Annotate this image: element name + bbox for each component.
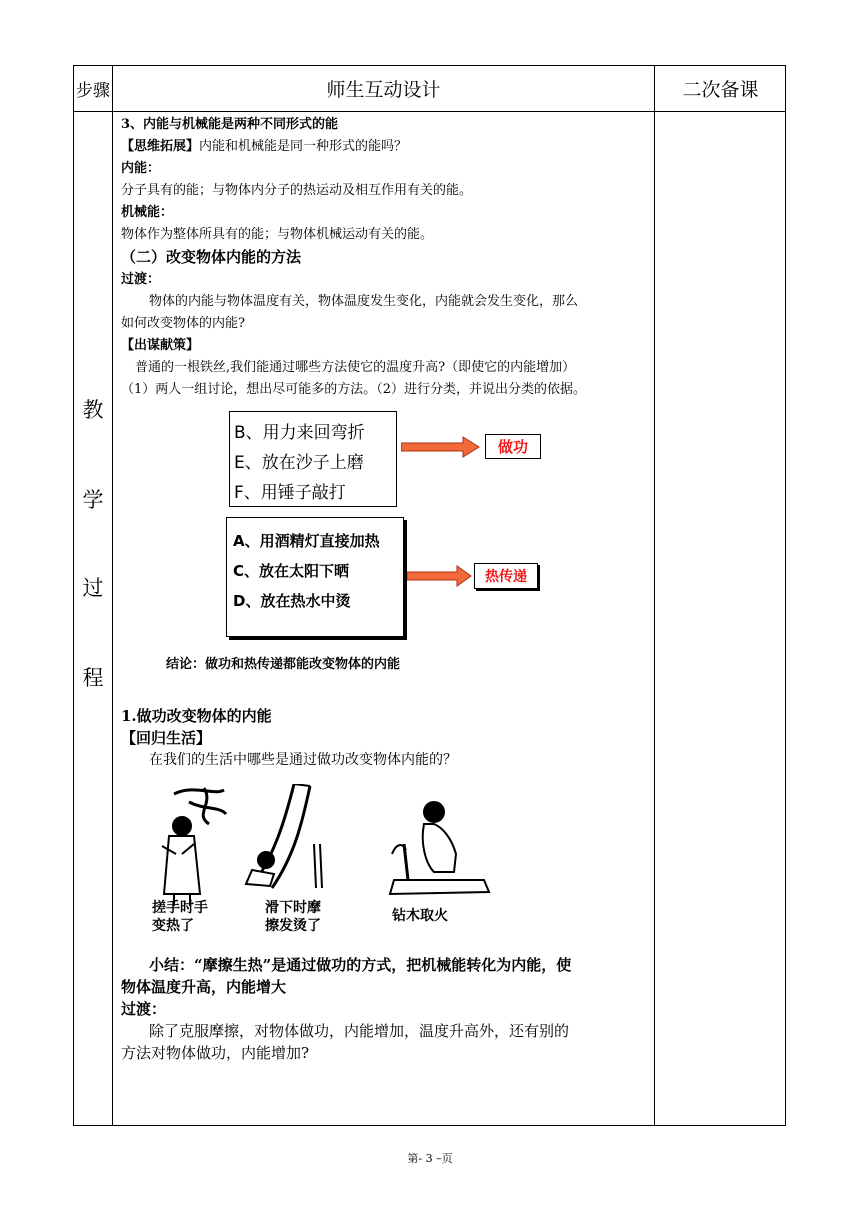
paragraph-line: 如何改变物体的内能? — [121, 316, 245, 331]
lesson-table — [73, 65, 786, 1126]
header-divider — [74, 111, 785, 112]
side-label-char: 程 — [82, 666, 104, 690]
transition-label: 过渡： — [121, 1000, 167, 1018]
paragraph-line: 除了克服摩擦，对物体做功，内能增加，温度升高外，还有别的 — [149, 1022, 570, 1040]
column-divider-right — [654, 66, 655, 1125]
caption-line: 搓手时手 — [152, 900, 208, 916]
method-item: C、放在太阳下晒 — [233, 562, 350, 580]
thinking-tag: 【思维拓展】 — [121, 139, 200, 154]
caption — [265, 899, 321, 935]
header-second-prep: 二次备课 — [682, 79, 759, 101]
work-methods-box — [229, 411, 397, 507]
caption-line: 变热了 — [152, 918, 194, 934]
conclusion-text: 结论：做功和热传递都能改变物体的内能 — [166, 657, 401, 672]
drilling-wood-illustration — [390, 802, 489, 894]
life-question: 在我们的生活中哪些是通过做功改变物体内能的？ — [149, 752, 457, 768]
section-work — [121, 705, 649, 771]
rubbing-hands-illustration — [162, 788, 226, 906]
column-divider-left — [112, 66, 113, 1125]
heat-transfer-label: 热传递 — [474, 563, 538, 589]
method-item: A、用酒精灯直接加热 — [233, 532, 380, 550]
thinking-question: 内能和机械能是同一种形式的能吗？ — [199, 139, 408, 154]
heat-transfer-methods-box — [226, 517, 404, 637]
summary-block — [121, 954, 649, 1064]
caption-line: 滑下时摩 — [265, 900, 321, 916]
transition-label: 过渡： — [121, 272, 161, 287]
section-title: 3、内能与机械能是两种不同形式的能 — [121, 117, 339, 132]
summary-line: 物体温度升高，内能增大 — [121, 978, 287, 996]
work-label: 做功 — [485, 434, 541, 459]
section-title: 1.做功改变物体的内能 — [121, 707, 272, 725]
method-item: B、用力来回弯折 — [234, 423, 365, 443]
paragraph-line: 方法对物体做功，内能增加? — [121, 1044, 310, 1062]
term-definition: 物体作为整体所具有的能；与物体机械运动有关的能。 — [121, 227, 434, 242]
lesson-content — [121, 114, 649, 401]
header-step: 步骤 — [76, 81, 110, 101]
paragraph-line: （1）两人一组讨论，想出尽可能多的方法。（2）进行分类，并说出分类的依据。 — [121, 382, 587, 397]
paragraph-line: 物体的内能与物体温度有关，物体温度发生变化，内能就会发生变化，那么 — [149, 294, 579, 309]
term-label: 内能： — [121, 161, 161, 176]
section-title: （二）改变物体内能的方法 — [121, 248, 302, 266]
side-label-char: 过 — [82, 576, 104, 600]
method-item: F、用锤子敲打 — [234, 483, 346, 503]
side-label-char: 学 — [82, 488, 104, 512]
side-label-char: 教 — [82, 398, 104, 422]
caption-line: 擦发烫了 — [265, 918, 321, 934]
header-design: 师生互动设计 — [326, 79, 441, 101]
page-number: 第- 3 –页 — [407, 1152, 453, 1165]
paragraph-line: 普通的一根铁丝,我们能通过哪些方法使它的温度升高?（即使它的内能增加） — [135, 360, 576, 375]
conclusion-block — [166, 654, 694, 676]
method-item: E、放在沙子上磨 — [234, 453, 364, 473]
arrow-right-icon — [401, 436, 481, 458]
arrow-right-icon — [407, 565, 473, 587]
term-definition: 分子具有的能；与物体内分子的热运动及相互作用有关的能。 — [121, 183, 473, 198]
caption: 钻木取火 — [392, 908, 448, 924]
method-item: D、放在热水中烫 — [233, 592, 351, 610]
summary-line: 小结：“摩擦生热”是通过做功的方式，把机械能转化为内能，使 — [149, 956, 572, 974]
brainstorm-tag: 【出谋献策】 — [121, 338, 200, 353]
life-tag: 【回归生活】 — [121, 729, 212, 747]
caption — [152, 899, 208, 935]
slide-illustration — [246, 784, 322, 888]
term-label: 机械能： — [121, 205, 174, 220]
